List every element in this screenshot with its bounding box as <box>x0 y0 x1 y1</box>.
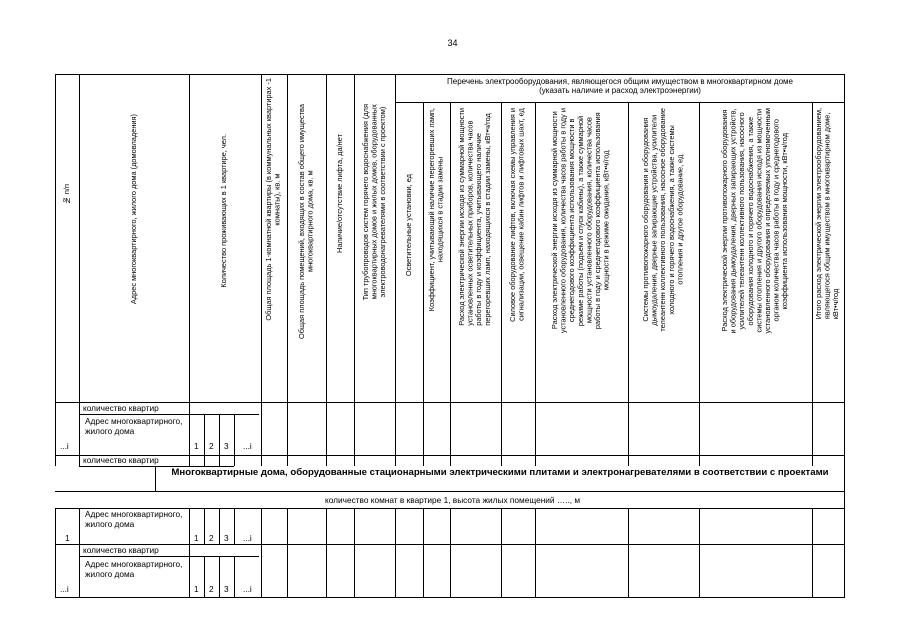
resident-cell-4: ...i <box>243 533 252 543</box>
address-label: Адрес многоквартирного, жилого дома <box>85 509 183 529</box>
address-label: Адрес многоквартирного, жилого дома <box>85 416 183 436</box>
sub-elevator-consumption: Расход электрической энергии исходя из суммарной мощности установленного оборудования, количества часов работы в году и среднегодового коэффициента использования мощности в режиме работы (подъем и спуск кабины), а также суммарной мощности установленного оборудования, количества часов работы в году и среднегодового коэффициента использования мощности в режиме ожидания, кВт•ч/год <box>550 108 611 334</box>
rule-res-3-2 <box>234 508 235 544</box>
address-label: Адрес многоквартирного, жилого дома <box>85 559 183 579</box>
resident-cell-2: 2 <box>209 441 214 451</box>
row-number: ...i <box>60 441 69 451</box>
resident-cell-1: 1 <box>194 533 199 543</box>
rule-right <box>844 74 845 598</box>
rule-res-2 <box>219 414 220 466</box>
header-equipment-group: Перечень электрооборудования, являющегося общим имуществом в многоквартирном доме (указать наличие и расход электроэнергии) <box>447 77 793 96</box>
rule-top <box>55 74 845 75</box>
rule-count-3 <box>79 556 259 557</box>
resident-cell-2: 2 <box>209 533 214 543</box>
resident-cell-3: 3 <box>224 584 229 594</box>
header-area-apartment: Общая площадь 1-комнатной квартиры (в коммунальных квартирах -1 комнаты), кв. м <box>264 78 282 321</box>
page-number: 34 <box>447 38 458 48</box>
resident-cell-2: 2 <box>209 584 214 594</box>
rule-col-num-2 <box>79 508 80 598</box>
rule-res-1-2 <box>204 508 205 544</box>
rule-res-2-3 <box>219 556 220 598</box>
rule-equipment-group-bottom <box>395 102 845 103</box>
header-area-common: Общая площадь помещений, входящих в состав общего имущества многоквартирного дома, кв. м <box>296 104 315 339</box>
rule-sub-4-2 <box>535 508 536 598</box>
header-pipes: Тип трубопроводов систем горячего водоснабжения (для многоквартирных домов и жилых домов, оборудованных электроводонагревателями в соответствии с проектом) <box>360 104 387 301</box>
apartments-count-label: количество квартир <box>83 455 159 465</box>
sub-elevator-equipment: Силовое оборудование лифтов, включая схемы управления и сигнализации, освещение кабин лифтов и лифтовых шахт, ед <box>508 108 526 322</box>
rule-col-address-2 <box>189 508 190 598</box>
rule-sub-5-2 <box>628 508 629 598</box>
rule-res-2-2 <box>219 508 220 544</box>
rule-sub-7-2 <box>812 508 813 598</box>
apartments-count-label: количество квартир <box>83 545 159 555</box>
rule-col-area-apartment-2 <box>287 508 288 598</box>
rule-sub-3-2 <box>501 508 502 598</box>
rule-sub-1-2 <box>423 508 424 598</box>
subsection-title: количество комнат в квартире 1, высота жилых помещений ….., м <box>325 495 581 505</box>
rule-section-left <box>155 466 156 491</box>
rule-count-1 <box>79 414 259 415</box>
rule-section <box>55 491 845 492</box>
rule-sub-6-2 <box>699 508 700 598</box>
rule-col-area-common-2 <box>326 508 327 598</box>
sub-total: Итого расход электрической энергии электрооборудованием, являющегося общим имуществом в многоквартирном доме, кВт•ч/год <box>814 108 841 320</box>
row-number: 1 <box>65 533 70 543</box>
resident-cell-3: 3 <box>224 441 229 451</box>
rule-col-address <box>189 74 190 466</box>
rule-res-3 <box>234 414 235 466</box>
row-number: ...i <box>60 584 69 594</box>
rule-res-1-3 <box>204 556 205 598</box>
header-num: № п/п <box>61 184 71 206</box>
resident-cell-4: ...i <box>243 584 252 594</box>
sub-fire-consumption: Расход электрической энергии противопожарного оборудования и оборудования дымоудаления, дверных запирающих устройств, усилителей телеантенн коллективного пользования, насосного оборудования холодного и горячего водоснабжения, а также системы отопления и другого оборудования исходя из мощности установленного оборудования и определяемых уполномоченным органом количества часов работы в году и среднегодового коэффициента использования мощности, кВт•ч/год <box>720 108 790 334</box>
resident-cell-1: 1 <box>194 441 199 451</box>
resident-cell-1: 1 <box>194 584 199 594</box>
rule-left-lower <box>55 508 56 598</box>
rule-sub-2-2 <box>450 508 451 598</box>
consumption-table <box>55 74 845 598</box>
header-address: Адрес многоквартирного, жилого дома (домовладения) <box>128 114 138 305</box>
section-title: Многоквартирные дома, оборудованные стационарными электрическими плитами и электронагревателями в соответствии с проектами <box>171 467 829 478</box>
rule-res-1 <box>204 414 205 466</box>
rule-col-pipes-2 <box>395 508 396 598</box>
rule-res-3-3 <box>234 556 235 598</box>
header-residents: Количество проживающих в 1 квартире, чел. <box>218 134 228 288</box>
sub-consumption-lighting: Расход электрической энергии исходя из суммарной мощности установленных осветительных приборов, количества часов работы в году и коэффициента, учитывающего наличие перегоревших ламп, находящихся в стадии замены, кВт•ч/год <box>457 108 493 326</box>
sub-fire-systems: Системы противопожарного оборудования и оборудования дымоудаления, дверные запирающие устройства, усилители телеантенн коллективного пользования, насосное оборудование холодного и горячего водоснабжения, а также системы отопления и другое оборудование, ед <box>641 108 685 332</box>
sub-coef-lamps: Коэффициент, учитывающий наличие перегоревших ламп, находящихся в стадии замены <box>426 108 445 312</box>
apartments-count-label: количество квартир <box>83 403 159 413</box>
resident-cell-4: ...i <box>243 441 252 451</box>
header-elevator: Наличие/отсутствие лифта, да/нет <box>334 134 344 253</box>
resident-cell-3: 3 <box>224 533 229 543</box>
rule-col-elevator-2 <box>354 508 355 598</box>
sub-lighting-units: Осветительные установки, ед <box>403 174 413 277</box>
rule-col-residents-2 <box>261 508 262 598</box>
